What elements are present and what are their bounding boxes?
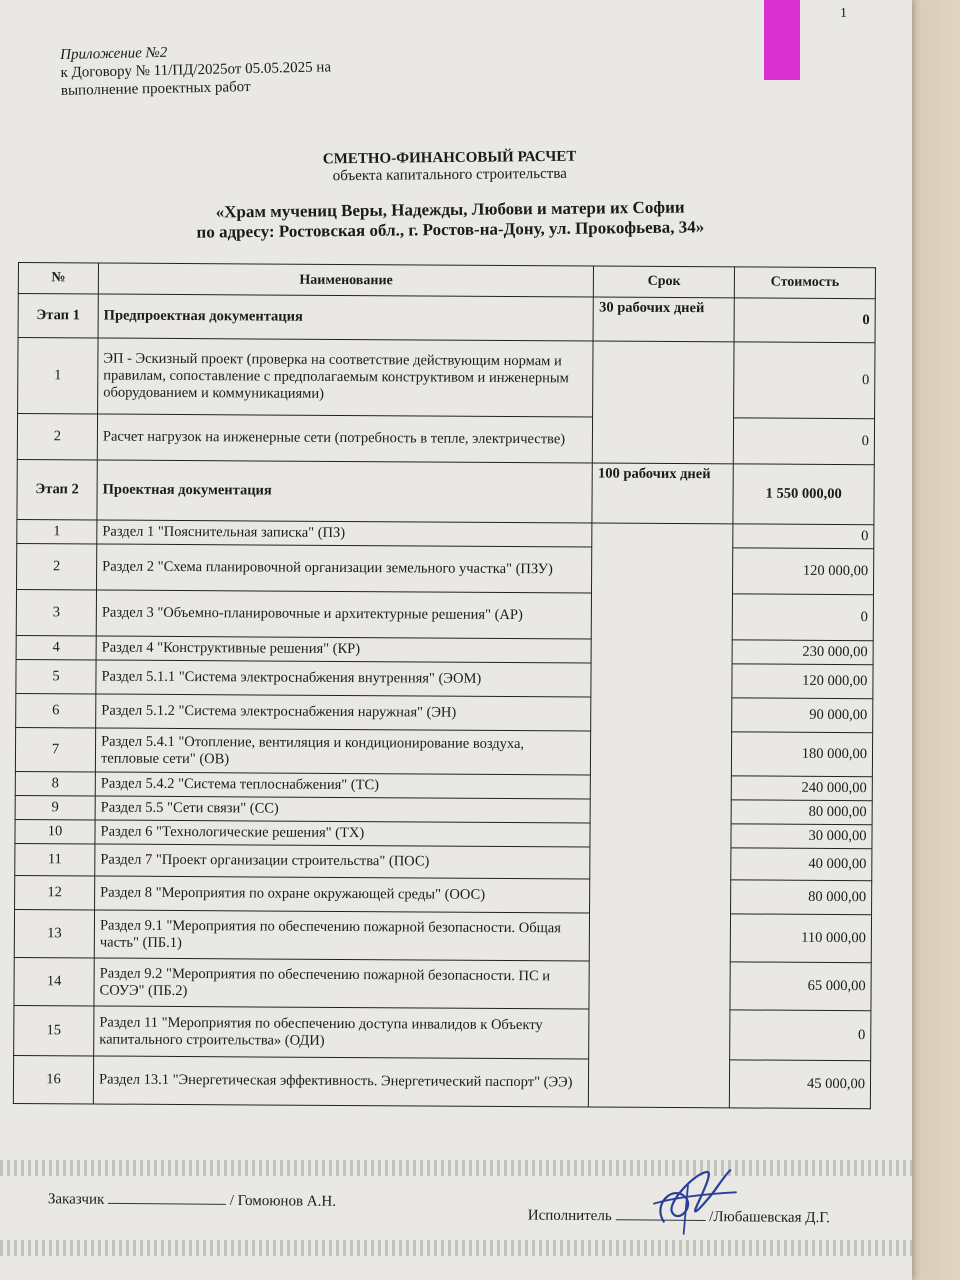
customer-name: / Гомоюнов А.Н. <box>229 1192 337 1210</box>
row-no: 12 <box>15 875 95 909</box>
appendix-line-3: выполнение проектных работ <box>60 79 251 99</box>
row-name: Раздел 1 "Пояснительная записка" (ПЗ) <box>97 520 592 547</box>
row-name: Раздел 13.1 "Энергетическая эффективность. Энергетический паспорт" (ЭЭ) <box>93 1056 589 1107</box>
customer-signature-line <box>108 1189 226 1205</box>
handwritten-signature <box>644 1163 741 1236</box>
row-term-empty <box>589 523 733 1108</box>
row-no: 9 <box>15 795 95 819</box>
row-name: Раздел 5.1.1 "Система электроснабжения внутренняя" (ЭОМ) <box>96 660 592 697</box>
row-no: 3 <box>16 589 96 635</box>
stage-term: 30 рабочих дней <box>593 297 734 342</box>
stage-cost: 1 550 000,00 <box>733 464 874 525</box>
table-row <box>15 875 872 914</box>
header-name: Наименование <box>98 263 594 297</box>
row-cost: 120 000,00 <box>733 548 874 595</box>
row-name: Раздел 7 "Проект организации строительства" (ПОС) <box>95 844 591 879</box>
row-name: Раздел 6 "Технологические решения" (ТХ) <box>95 820 590 847</box>
row-name: Раздел 5.4.1 "Отопление, вентиляция и кондиционирование воздуха, тепловые сети" (ОВ) <box>95 728 591 775</box>
row-name: Раздел 5.5 "Сети связи" (СС) <box>95 796 590 823</box>
appendix-note <box>60 40 332 100</box>
row-no: 2 <box>16 543 96 589</box>
row-no: 6 <box>16 693 96 727</box>
stage-no: Этап 2 <box>17 459 97 519</box>
header-term: Срок <box>594 266 735 298</box>
object-name <box>160 197 740 243</box>
row-no: 7 <box>15 727 95 771</box>
row-name: Раздел 5.1.2 "Система электроснабжения наружная" (ЭН) <box>96 694 592 731</box>
table-row <box>17 414 874 465</box>
row-no: 8 <box>15 771 95 795</box>
table-row <box>16 589 873 640</box>
row-cost: 180 000,00 <box>732 732 873 777</box>
table-row <box>16 543 873 594</box>
appendix-line-1: Приложение №2 <box>60 44 168 63</box>
row-name: Раздел 5.4.2 "Система теплоснабжения" (ТС) <box>95 772 590 799</box>
row-no: 1 <box>17 519 97 543</box>
table-row <box>16 693 873 732</box>
document-heading <box>160 147 741 243</box>
row-cost: 0 <box>733 418 874 465</box>
table-row <box>18 338 875 419</box>
row-no: 11 <box>15 843 95 875</box>
row-cost: 80 000,00 <box>731 800 872 825</box>
row-cost: 30 000,00 <box>731 824 872 849</box>
row-no: 14 <box>14 957 94 1005</box>
row-no: 16 <box>13 1055 93 1103</box>
row-cost: 240 000,00 <box>731 776 872 801</box>
stage-term: 100 рабочих дней <box>592 463 733 524</box>
table-row <box>16 659 873 698</box>
document-title: СМЕТНО-ФИНАНСОВЫЙ РАСЧЕТ <box>322 148 577 168</box>
row-cost: 65 000,00 <box>730 962 871 1011</box>
row-no: 1 <box>18 338 98 414</box>
object-name-line-1: «Храм мучениц Веры, Надежды, Любови и матери их Софии <box>215 197 685 222</box>
row-no: 13 <box>14 909 94 957</box>
stage-row <box>17 459 874 524</box>
row-name: Раздел 9.2 "Мероприятия по обеспечению пожарной безопасности. ПС и СОУЭ" (ПБ.2) <box>94 958 590 1009</box>
header-no: № <box>18 263 98 294</box>
table-row <box>14 1005 871 1060</box>
row-cost: 0 <box>733 524 874 549</box>
row-no: 10 <box>15 819 95 843</box>
contractor-name: /Любашевская Д.Г. <box>709 1209 831 1227</box>
row-term-empty <box>593 341 735 464</box>
page-number: 1 <box>840 6 847 21</box>
table-row <box>14 957 871 1010</box>
stage-name: Предпроектная документация <box>98 294 594 341</box>
budget-table <box>13 262 876 1109</box>
table-row <box>14 909 871 962</box>
row-name: Расчет нагрузок на инженерные сети (потребность в тепле, электричестве) <box>97 414 593 463</box>
row-cost: 0 <box>734 342 875 419</box>
scan-artifact <box>0 1160 912 1176</box>
row-name: Раздел 8 "Мероприятия по охране окружающей среды" (ООС) <box>95 876 591 913</box>
stage-row <box>18 294 875 343</box>
stage-cost: 0 <box>734 298 875 343</box>
row-cost: 45 000,00 <box>730 1060 871 1109</box>
scan-artifact <box>0 1240 912 1256</box>
row-name: ЭП - Эскизный проект (проверка на соответствие действующим нормам и правилам, сопоставление с предполагаемым конструктивом и инженерным оборудованием и коммуникациями) <box>98 338 594 417</box>
header-cost: Стоимость <box>734 267 875 299</box>
row-no: 4 <box>16 635 96 659</box>
row-no: 15 <box>14 1005 94 1055</box>
row-cost: 110 000,00 <box>730 914 871 963</box>
contractor-label: Исполнитель <box>527 1207 612 1225</box>
row-cost: 0 <box>730 1010 871 1061</box>
customer-label: Заказчик <box>47 1191 105 1208</box>
document-subtitle: объекта капитального строительства <box>332 165 567 185</box>
row-name: Раздел 4 "Конструктивные решения" (КР) <box>96 636 591 663</box>
appendix-line-2: к Договору № 11/ПД/2025от 05.05.2025 на <box>60 59 332 81</box>
stage-no: Этап 1 <box>18 294 98 338</box>
customer-signature <box>48 1188 336 1211</box>
table-row <box>15 843 872 880</box>
object-name-line-2: по адресу: Ростовская обл., г. Ростов-на-Дону, ул. Прокофьева, 34» <box>196 217 705 242</box>
stage-name: Проектная документация <box>97 460 593 523</box>
row-name: Раздел 3 "Объемно-планировочные и архитектурные решения" (АР) <box>96 590 592 639</box>
row-no: 2 <box>17 414 97 460</box>
sticky-note-tab <box>764 0 800 80</box>
row-cost: 0 <box>732 594 873 641</box>
row-cost: 40 000,00 <box>731 848 872 881</box>
table-row <box>15 727 872 776</box>
row-no: 5 <box>16 659 96 693</box>
row-cost: 80 000,00 <box>731 880 872 915</box>
row-cost: 230 000,00 <box>732 640 873 665</box>
table-row <box>13 1055 870 1108</box>
row-cost: 120 000,00 <box>732 664 873 699</box>
row-name: Раздел 9.1 "Мероприятия по обеспечению пожарной безопасности. Общая часть" (ПБ.1) <box>94 910 590 961</box>
row-name: Раздел 11 "Мероприятия по обеспечению доступа инвалидов к Объекту капитального строительства» (ОДИ) <box>94 1006 590 1059</box>
row-name: Раздел 2 "Схема планировочной организации земельного участка" (ПЗУ) <box>97 544 593 593</box>
row-cost: 90 000,00 <box>732 698 873 733</box>
